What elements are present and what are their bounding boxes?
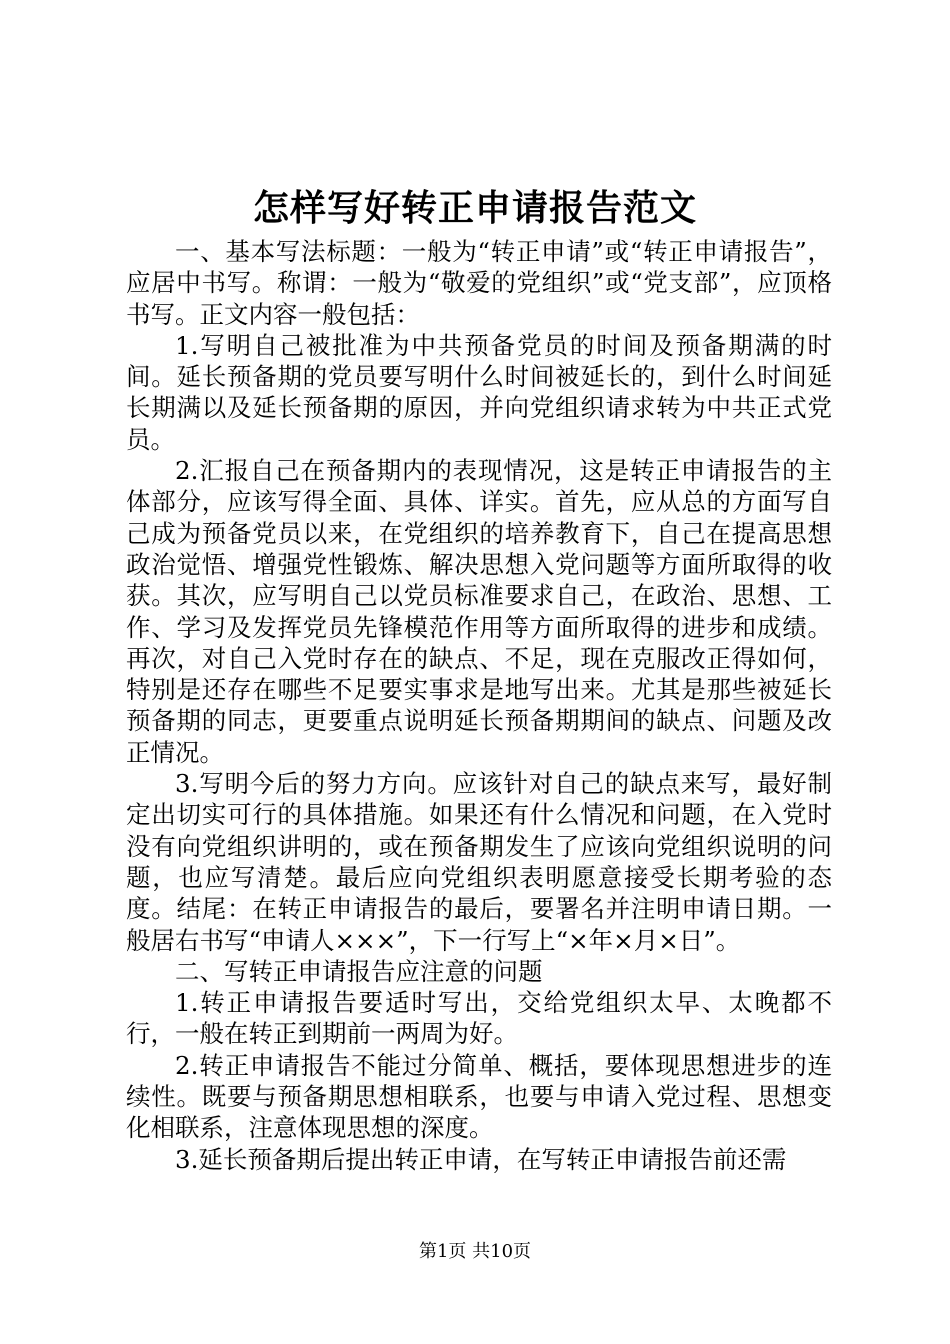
paragraph-section-1-intro: 一、基本写法标题：一般为“转正申请”或“转正申请报告”，应居中书写。称谓：一般为“敬爱的党组织”或“党支部”，应顶格书写。正文内容一般包括：	[126, 237, 832, 329]
page-number-footer: 第1页 共10页	[418, 1241, 532, 1262]
document-title: 怎样写好转正申请报告范文	[252, 187, 697, 229]
paragraph-item-3: 3.写明今后的努力方向。应该针对自己的缺点来写，最好制定出切实可行的具体措施。如果还有什么情况和问题，在入党时没有向党组织讲明的，或在预备期发生了应该向党组织说明的问题，也应写清楚。最后应向党组织表明愿意接受长期考验的态度。结尾：在转正申请报告的最后，要署名并注明申请日期。一般居右书写“申请人×××”，下一行写上“×年×月×日”。	[126, 769, 832, 955]
paragraph-item-1: 1.写明自己被批准为中共预备党员的时间及预备期满的时间。延长预备期的党员要写明什么时间被延长的，到什么时间延长期满以及延长预备期的原因，并向党组织请求转为中共正式党员。	[126, 330, 832, 454]
paragraph-item-2: 2.汇报自己在预备期内的表现情况，这是转正申请报告的主体部分，应该写得全面、具体、详实。首先，应从总的方面写自己成为预备党员以来，在党组织的培养教育下，自己在提高思想政治觉悟、增强党性锻炼、解决思想入党问题等方面所取得的收获。其次，应写明自己以党员标准要求自己，在政治、思想、工作、学习及发挥党员先锋模范作用等方面所取得的进步和成绩。再次，对自己入党时存在的缺点、不足，现在克服改正得如何，特别是还存在哪些不足要实事求是地写出来。尤其是那些被延长预备期的同志，更要重点说明延长预备期期间的缺点、问题及改正情况。	[126, 456, 832, 767]
paragraph-section-2-heading: 二、写转正申请报告应注意的问题	[175, 956, 543, 986]
paragraph-note-3: 3.延长预备期后提出转正申请，在写转正申请报告前还需	[175, 1144, 787, 1174]
paragraph-note-2: 2.转正申请报告不能过分简单、概括，要体现思想进步的连续性。既要与预备期思想相联系，也要与申请入党过程、思想变化相联系，注意体现思想的深度。	[126, 1050, 832, 1143]
document-body	[126, 236, 832, 1175]
paragraph-note-1: 1.转正申请报告要适时写出，交给党组织太早、太晚都不行，一般在转正到期前一两周为好。	[126, 988, 832, 1049]
